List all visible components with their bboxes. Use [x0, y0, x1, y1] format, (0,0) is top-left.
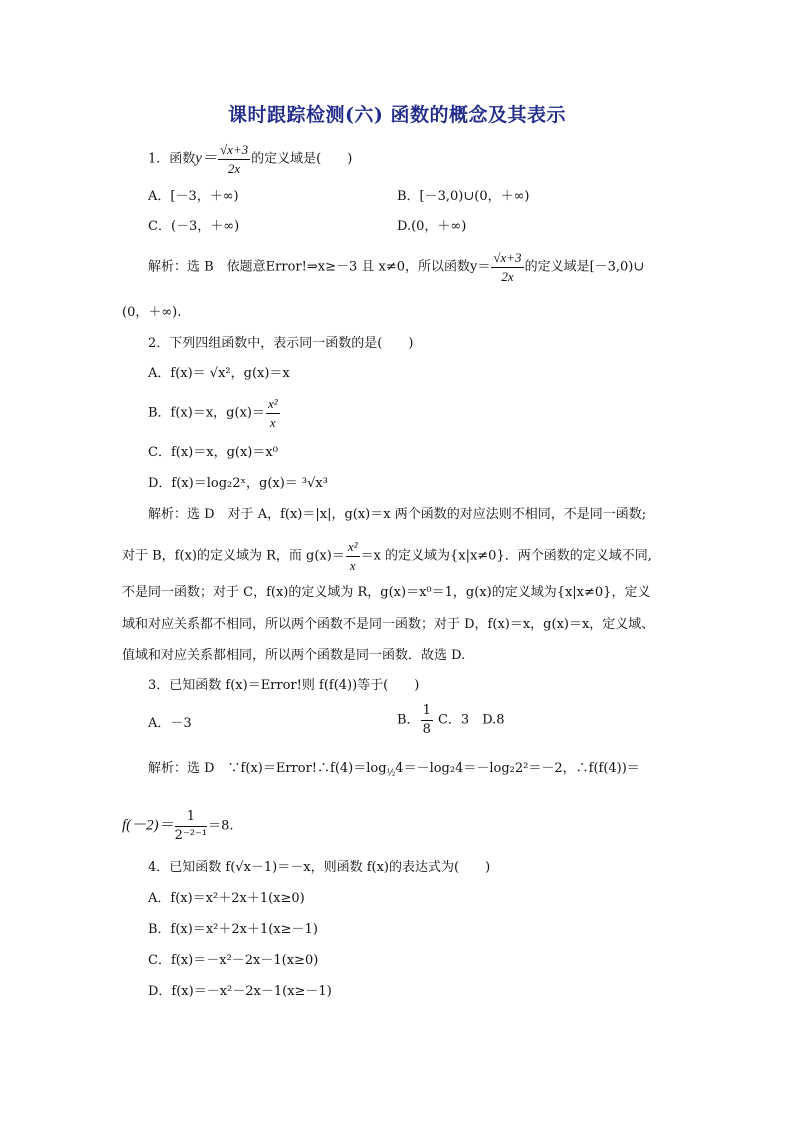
q3-solution-line2: [122, 810, 234, 842]
q1-stem-suffix: 的定义域是( ): [251, 151, 353, 167]
q1-stem-func: y＝: [195, 150, 217, 167]
q3-solution-suffix: 4＝－log₂4＝－log₂2²＝－2，∴f(f(4))＝: [395, 761, 640, 776]
q2-solution-line3: 不是同一函数；对于 C，f(x)的定义域为 R，g(x)＝x⁰＝1，g(x)的定义域为{x|x≠0}，定义: [122, 585, 651, 600]
q3-option-b: [397, 704, 505, 736]
q3-solution-denominator: 2⁻²⁻¹: [174, 827, 208, 843]
q3-solution-line2-suffix: ＝8.: [208, 818, 234, 834]
q1-solution-fraction: [491, 251, 523, 283]
q1-solution-suffix: 的定义域是[－3,0)∪: [524, 259, 645, 275]
q1-solution-line2: (0，＋∞).: [122, 305, 182, 320]
q2-solution-line5: 值域和对应关系都相同，所以两个函数是同一函数．故选 D.: [122, 648, 466, 663]
q3-option-a: A．－3: [148, 716, 192, 731]
q1-option-a: A．[－3，＋∞): [148, 189, 239, 204]
q4-option-c: C．f(x)＝－x²－2x－1(x≥0): [148, 953, 319, 968]
q4-stem: 4．已知函数 f(√x－1)＝－x，则函数 f(x)的表达式为( ): [148, 860, 491, 875]
q1-solution-text: 解析：选 B 依题意Error!⇒x≥－3 且 x≠0，所以函数y＝: [148, 259, 491, 275]
q1-solution-line1: [148, 251, 644, 283]
q1-frac-numerator: √x+3: [218, 143, 250, 160]
q3-option-b-numerator: 1: [421, 704, 433, 721]
q3-solution-log-base: ½: [386, 768, 396, 779]
q3-option-b-fraction: [421, 704, 433, 736]
q2-option-b-numerator: x²: [266, 397, 280, 414]
q3-option-b-label: B．: [397, 712, 420, 728]
q1-frac-denominator: 2x: [227, 160, 241, 176]
q2-option-b-text: B．f(x)＝x，g(x)＝: [148, 405, 265, 421]
q3-option-c-d: C．3 D.8: [437, 712, 505, 728]
q1-solution-denominator: 2x: [501, 268, 514, 284]
q2-option-b-denominator: x: [269, 414, 276, 430]
q1-stem-prefix: 1．函数: [148, 151, 196, 167]
q1-option-d: D.(0，＋∞): [397, 219, 467, 234]
q1-solution-numerator: √x+3: [491, 251, 523, 268]
q3-solution-text: 解析：选 D ∵f(x)＝Error!∴f(4)＝log: [148, 761, 387, 776]
q3-solution-line1: [148, 762, 640, 779]
q4-option-a: A．f(x)＝x²＋2x＋1(x≥0): [148, 891, 305, 906]
q2-option-b-fraction: [266, 397, 280, 429]
q3-solution-fraction: [175, 810, 207, 842]
q1-option-b: B．[－3,0)∪(0，＋∞): [397, 189, 530, 204]
q2-option-a: A．f(x)＝ √x²，g(x)＝x: [148, 366, 290, 381]
q3-option-b-denominator: 8: [422, 721, 431, 737]
q2-solution-line2-text: 对于 B，f(x)的定义域为 R，而 g(x)＝: [122, 548, 345, 564]
q3-solution-numerator: 1: [175, 810, 207, 827]
q3-solution-line2-text: f(－2)＝: [122, 817, 174, 834]
q2-option-d: D．f(x)＝log₂2ˣ，g(x)＝ ³√x³: [148, 476, 328, 491]
q2-solution-line2: [122, 540, 652, 572]
q4-option-b: B．f(x)＝x²＋2x＋1(x≥－1): [148, 922, 318, 937]
q2-stem: 2．下列四组函数中，表示同一函数的是( ): [148, 336, 414, 351]
q1-stem: [148, 143, 352, 175]
q4-option-d: D．f(x)＝－x²－2x－1(x≥－1): [148, 984, 332, 999]
q2-solution-line4: 域和对应关系都不相同，所以两个函数不是同一函数；对于 D，f(x)＝x，g(x)＝x，定义域、: [122, 617, 655, 632]
q2-solution-line1: 解析：选 D 对于 A，f(x)＝|x|，g(x)＝x 两个函数的对应法则不相同，不是同一函数;: [148, 507, 647, 522]
q1-stem-fraction: [218, 143, 250, 175]
q2-option-b: [148, 397, 281, 429]
q2-solution-denominator: x: [349, 557, 356, 573]
q1-option-c: C．(－3，＋∞): [148, 219, 240, 234]
q2-solution-fraction: [346, 540, 360, 572]
q3-stem: 3．已知函数 f(x)＝Error!则 f(f(4))等于( ): [148, 678, 420, 693]
page-title: 课时跟踪检测(六) 函数的概念及其表示: [227, 104, 567, 126]
q2-solution-line2-suffix: ＝x 的定义域为{x|x≠0}．两个函数的定义域不同,: [360, 548, 652, 564]
q2-option-c: C．f(x)＝x，g(x)＝x⁰: [148, 445, 278, 460]
q2-solution-numerator: x²: [346, 540, 360, 557]
